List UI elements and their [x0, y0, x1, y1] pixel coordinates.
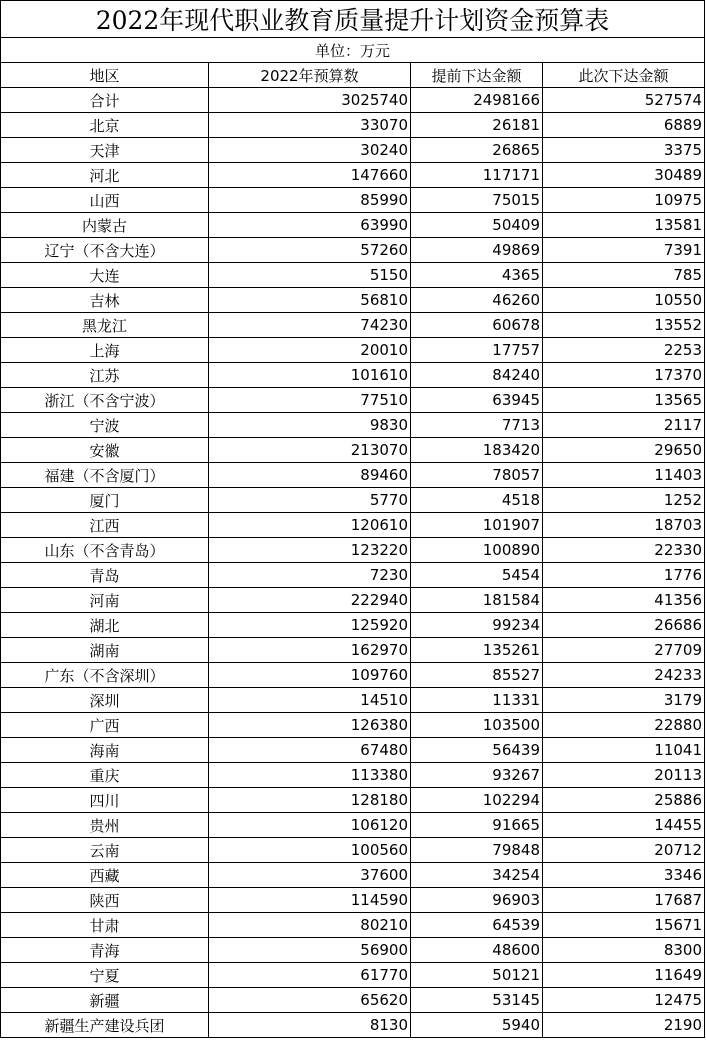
cell-advance-issued: 102294: [411, 788, 543, 813]
table-row: [1, 938, 705, 963]
table-row: [1, 588, 705, 613]
cell-advance-issued: 60678: [411, 313, 543, 338]
cell-budget-2022: 222940: [209, 588, 411, 613]
table-row: [1, 313, 705, 338]
cell-region: 云南: [1, 838, 209, 863]
cell-budget-2022: 213070: [209, 438, 411, 463]
cell-budget-2022: 113380: [209, 763, 411, 788]
cell-budget-2022: 63990: [209, 213, 411, 238]
cell-budget-2022: 120610: [209, 513, 411, 538]
cell-budget-2022: 89460: [209, 463, 411, 488]
cell-budget-2022: 56810: [209, 288, 411, 313]
cell-current-issued: 8300: [543, 938, 705, 963]
header-advance-issued: 提前下达金额: [411, 63, 543, 88]
cell-current-issued: 2253: [543, 338, 705, 363]
cell-region: 大连: [1, 263, 209, 288]
cell-budget-2022: 61770: [209, 963, 411, 988]
cell-current-issued: 1252: [543, 488, 705, 513]
cell-budget-2022: 162970: [209, 638, 411, 663]
table-row: [1, 338, 705, 363]
cell-advance-issued: 2498166: [411, 88, 543, 113]
cell-advance-issued: 4518: [411, 488, 543, 513]
table-row: [1, 513, 705, 538]
cell-advance-issued: 26865: [411, 138, 543, 163]
cell-region: 深圳: [1, 688, 209, 713]
cell-region: 浙江（不含宁波）: [1, 388, 209, 413]
header-row: [1, 63, 705, 88]
cell-region: 海南: [1, 738, 209, 763]
table-row: [1, 663, 705, 688]
cell-current-issued: 11403: [543, 463, 705, 488]
table-row: [1, 113, 705, 138]
table-row: [1, 688, 705, 713]
cell-advance-issued: 4365: [411, 263, 543, 288]
table-row: [1, 813, 705, 838]
cell-current-issued: 7391: [543, 238, 705, 263]
cell-region: 内蒙古: [1, 213, 209, 238]
cell-budget-2022: 106120: [209, 813, 411, 838]
cell-current-issued: 20113: [543, 763, 705, 788]
table-row: [1, 263, 705, 288]
table-row: [1, 413, 705, 438]
cell-advance-issued: 100890: [411, 538, 543, 563]
table-row: [1, 613, 705, 638]
table-row: [1, 538, 705, 563]
cell-region: 陕西: [1, 888, 209, 913]
cell-current-issued: 26686: [543, 613, 705, 638]
cell-budget-2022: 147660: [209, 163, 411, 188]
cell-region: 天津: [1, 138, 209, 163]
budget-table-body: [1, 1, 705, 1038]
cell-current-issued: 6889: [543, 113, 705, 138]
cell-budget-2022: 56900: [209, 938, 411, 963]
cell-current-issued: 22880: [543, 713, 705, 738]
cell-advance-issued: 46260: [411, 288, 543, 313]
cell-region: 广西: [1, 713, 209, 738]
cell-advance-issued: 34254: [411, 863, 543, 888]
cell-current-issued: 18703: [543, 513, 705, 538]
table-row: [1, 713, 705, 738]
cell-budget-2022: 57260: [209, 238, 411, 263]
cell-current-issued: 11041: [543, 738, 705, 763]
cell-advance-issued: 26181: [411, 113, 543, 138]
cell-budget-2022: 100560: [209, 838, 411, 863]
cell-region: 湖南: [1, 638, 209, 663]
table-row: [1, 863, 705, 888]
table-row: [1, 913, 705, 938]
cell-advance-issued: 183420: [411, 438, 543, 463]
cell-region: 新疆: [1, 988, 209, 1013]
cell-budget-2022: 125920: [209, 613, 411, 638]
cell-region: 新疆生产建设兵团: [1, 1013, 209, 1038]
cell-current-issued: 20712: [543, 838, 705, 863]
cell-region: 黑龙江: [1, 313, 209, 338]
cell-region: 河北: [1, 163, 209, 188]
cell-region: 安徽: [1, 438, 209, 463]
table-row: [1, 763, 705, 788]
cell-current-issued: 1776: [543, 563, 705, 588]
cell-region: 北京: [1, 113, 209, 138]
cell-budget-2022: 33070: [209, 113, 411, 138]
cell-advance-issued: 75015: [411, 188, 543, 213]
cell-advance-issued: 48600: [411, 938, 543, 963]
cell-region: 宁波: [1, 413, 209, 438]
cell-advance-issued: 49869: [411, 238, 543, 263]
cell-current-issued: 24233: [543, 663, 705, 688]
table-row: [1, 738, 705, 763]
cell-region: 青海: [1, 938, 209, 963]
cell-budget-2022: 3025740: [209, 88, 411, 113]
cell-advance-issued: 17757: [411, 338, 543, 363]
cell-advance-issued: 64539: [411, 913, 543, 938]
cell-advance-issued: 117171: [411, 163, 543, 188]
table-row: [1, 288, 705, 313]
cell-budget-2022: 30240: [209, 138, 411, 163]
cell-advance-issued: 50121: [411, 963, 543, 988]
cell-current-issued: 30489: [543, 163, 705, 188]
cell-current-issued: 10550: [543, 288, 705, 313]
cell-advance-issued: 135261: [411, 638, 543, 663]
cell-current-issued: 13581: [543, 213, 705, 238]
cell-region: 吉林: [1, 288, 209, 313]
cell-advance-issued: 99234: [411, 613, 543, 638]
cell-advance-issued: 79848: [411, 838, 543, 863]
cell-current-issued: 2117: [543, 413, 705, 438]
cell-current-issued: 3346: [543, 863, 705, 888]
cell-budget-2022: 85990: [209, 188, 411, 213]
table-row: [1, 213, 705, 238]
cell-advance-issued: 7713: [411, 413, 543, 438]
cell-current-issued: 13552: [543, 313, 705, 338]
cell-budget-2022: 14510: [209, 688, 411, 713]
cell-budget-2022: 128180: [209, 788, 411, 813]
cell-current-issued: 25886: [543, 788, 705, 813]
cell-budget-2022: 123220: [209, 538, 411, 563]
cell-region: 湖北: [1, 613, 209, 638]
cell-current-issued: 3179: [543, 688, 705, 713]
header-budget-2022: 2022年预算数: [209, 63, 411, 88]
cell-current-issued: 22330: [543, 538, 705, 563]
table-row: [1, 463, 705, 488]
cell-region: 青岛: [1, 563, 209, 588]
cell-region: 西藏: [1, 863, 209, 888]
cell-region: 广东（不含深圳）: [1, 663, 209, 688]
cell-advance-issued: 96903: [411, 888, 543, 913]
unit-label: 单位：万元: [1, 38, 705, 63]
cell-advance-issued: 103500: [411, 713, 543, 738]
table-row: [1, 238, 705, 263]
cell-region: 贵州: [1, 813, 209, 838]
table-row: [1, 963, 705, 988]
cell-current-issued: 17370: [543, 363, 705, 388]
cell-region: 江苏: [1, 363, 209, 388]
cell-budget-2022: 65620: [209, 988, 411, 1013]
cell-advance-issued: 11331: [411, 688, 543, 713]
cell-region: 上海: [1, 338, 209, 363]
cell-current-issued: 527574: [543, 88, 705, 113]
cell-advance-issued: 181584: [411, 588, 543, 613]
unit-row: [1, 38, 705, 63]
table-row: [1, 838, 705, 863]
cell-region: 山西: [1, 188, 209, 213]
table-title: 2022年现代职业教育质量提升计划资金预算表: [1, 1, 705, 38]
cell-region: 山东（不含青岛）: [1, 538, 209, 563]
cell-region: 厦门: [1, 488, 209, 513]
cell-budget-2022: 8130: [209, 1013, 411, 1038]
table-row: [1, 438, 705, 463]
cell-budget-2022: 5150: [209, 263, 411, 288]
table-row: [1, 388, 705, 413]
cell-current-issued: 17687: [543, 888, 705, 913]
cell-current-issued: 15671: [543, 913, 705, 938]
cell-region: 合计: [1, 88, 209, 113]
table-row: [1, 788, 705, 813]
total-row: [1, 88, 705, 113]
cell-current-issued: 13565: [543, 388, 705, 413]
cell-advance-issued: 85527: [411, 663, 543, 688]
cell-advance-issued: 101907: [411, 513, 543, 538]
cell-advance-issued: 5940: [411, 1013, 543, 1038]
cell-region: 四川: [1, 788, 209, 813]
cell-budget-2022: 5770: [209, 488, 411, 513]
cell-region: 辽宁（不含大连）: [1, 238, 209, 263]
cell-current-issued: 14455: [543, 813, 705, 838]
cell-region: 江西: [1, 513, 209, 538]
table-row: [1, 988, 705, 1013]
cell-advance-issued: 93267: [411, 763, 543, 788]
cell-budget-2022: 20010: [209, 338, 411, 363]
table-row: [1, 138, 705, 163]
cell-budget-2022: 109760: [209, 663, 411, 688]
table-row: [1, 638, 705, 663]
cell-current-issued: 785: [543, 263, 705, 288]
table-row: [1, 563, 705, 588]
cell-current-issued: 27709: [543, 638, 705, 663]
cell-budget-2022: 80210: [209, 913, 411, 938]
cell-advance-issued: 5454: [411, 563, 543, 588]
title-row: [1, 1, 705, 38]
cell-current-issued: 12475: [543, 988, 705, 1013]
cell-budget-2022: 74230: [209, 313, 411, 338]
cell-advance-issued: 63945: [411, 388, 543, 413]
cell-advance-issued: 53145: [411, 988, 543, 1013]
cell-region: 河南: [1, 588, 209, 613]
cell-advance-issued: 78057: [411, 463, 543, 488]
cell-current-issued: 10975: [543, 188, 705, 213]
table-row: [1, 888, 705, 913]
cell-budget-2022: 126380: [209, 713, 411, 738]
table-row: [1, 188, 705, 213]
cell-region: 宁夏: [1, 963, 209, 988]
table-row: [1, 488, 705, 513]
cell-budget-2022: 114590: [209, 888, 411, 913]
cell-current-issued: 29650: [543, 438, 705, 463]
cell-budget-2022: 67480: [209, 738, 411, 763]
cell-current-issued: 11649: [543, 963, 705, 988]
cell-region: 重庆: [1, 763, 209, 788]
cell-budget-2022: 9830: [209, 413, 411, 438]
cell-budget-2022: 37600: [209, 863, 411, 888]
cell-advance-issued: 84240: [411, 363, 543, 388]
cell-advance-issued: 56439: [411, 738, 543, 763]
cell-region: 福建（不含厦门）: [1, 463, 209, 488]
cell-current-issued: 3375: [543, 138, 705, 163]
cell-budget-2022: 7230: [209, 563, 411, 588]
table-row: [1, 363, 705, 388]
cell-region: 甘肃: [1, 913, 209, 938]
cell-budget-2022: 101610: [209, 363, 411, 388]
cell-current-issued: 41356: [543, 588, 705, 613]
cell-budget-2022: 77510: [209, 388, 411, 413]
table-row: [1, 163, 705, 188]
cell-advance-issued: 91665: [411, 813, 543, 838]
cell-current-issued: 2190: [543, 1013, 705, 1038]
header-current-issued: 此次下达金额: [543, 63, 705, 88]
table-row: [1, 1013, 705, 1038]
header-region: 地区: [1, 63, 209, 88]
cell-advance-issued: 50409: [411, 213, 543, 238]
